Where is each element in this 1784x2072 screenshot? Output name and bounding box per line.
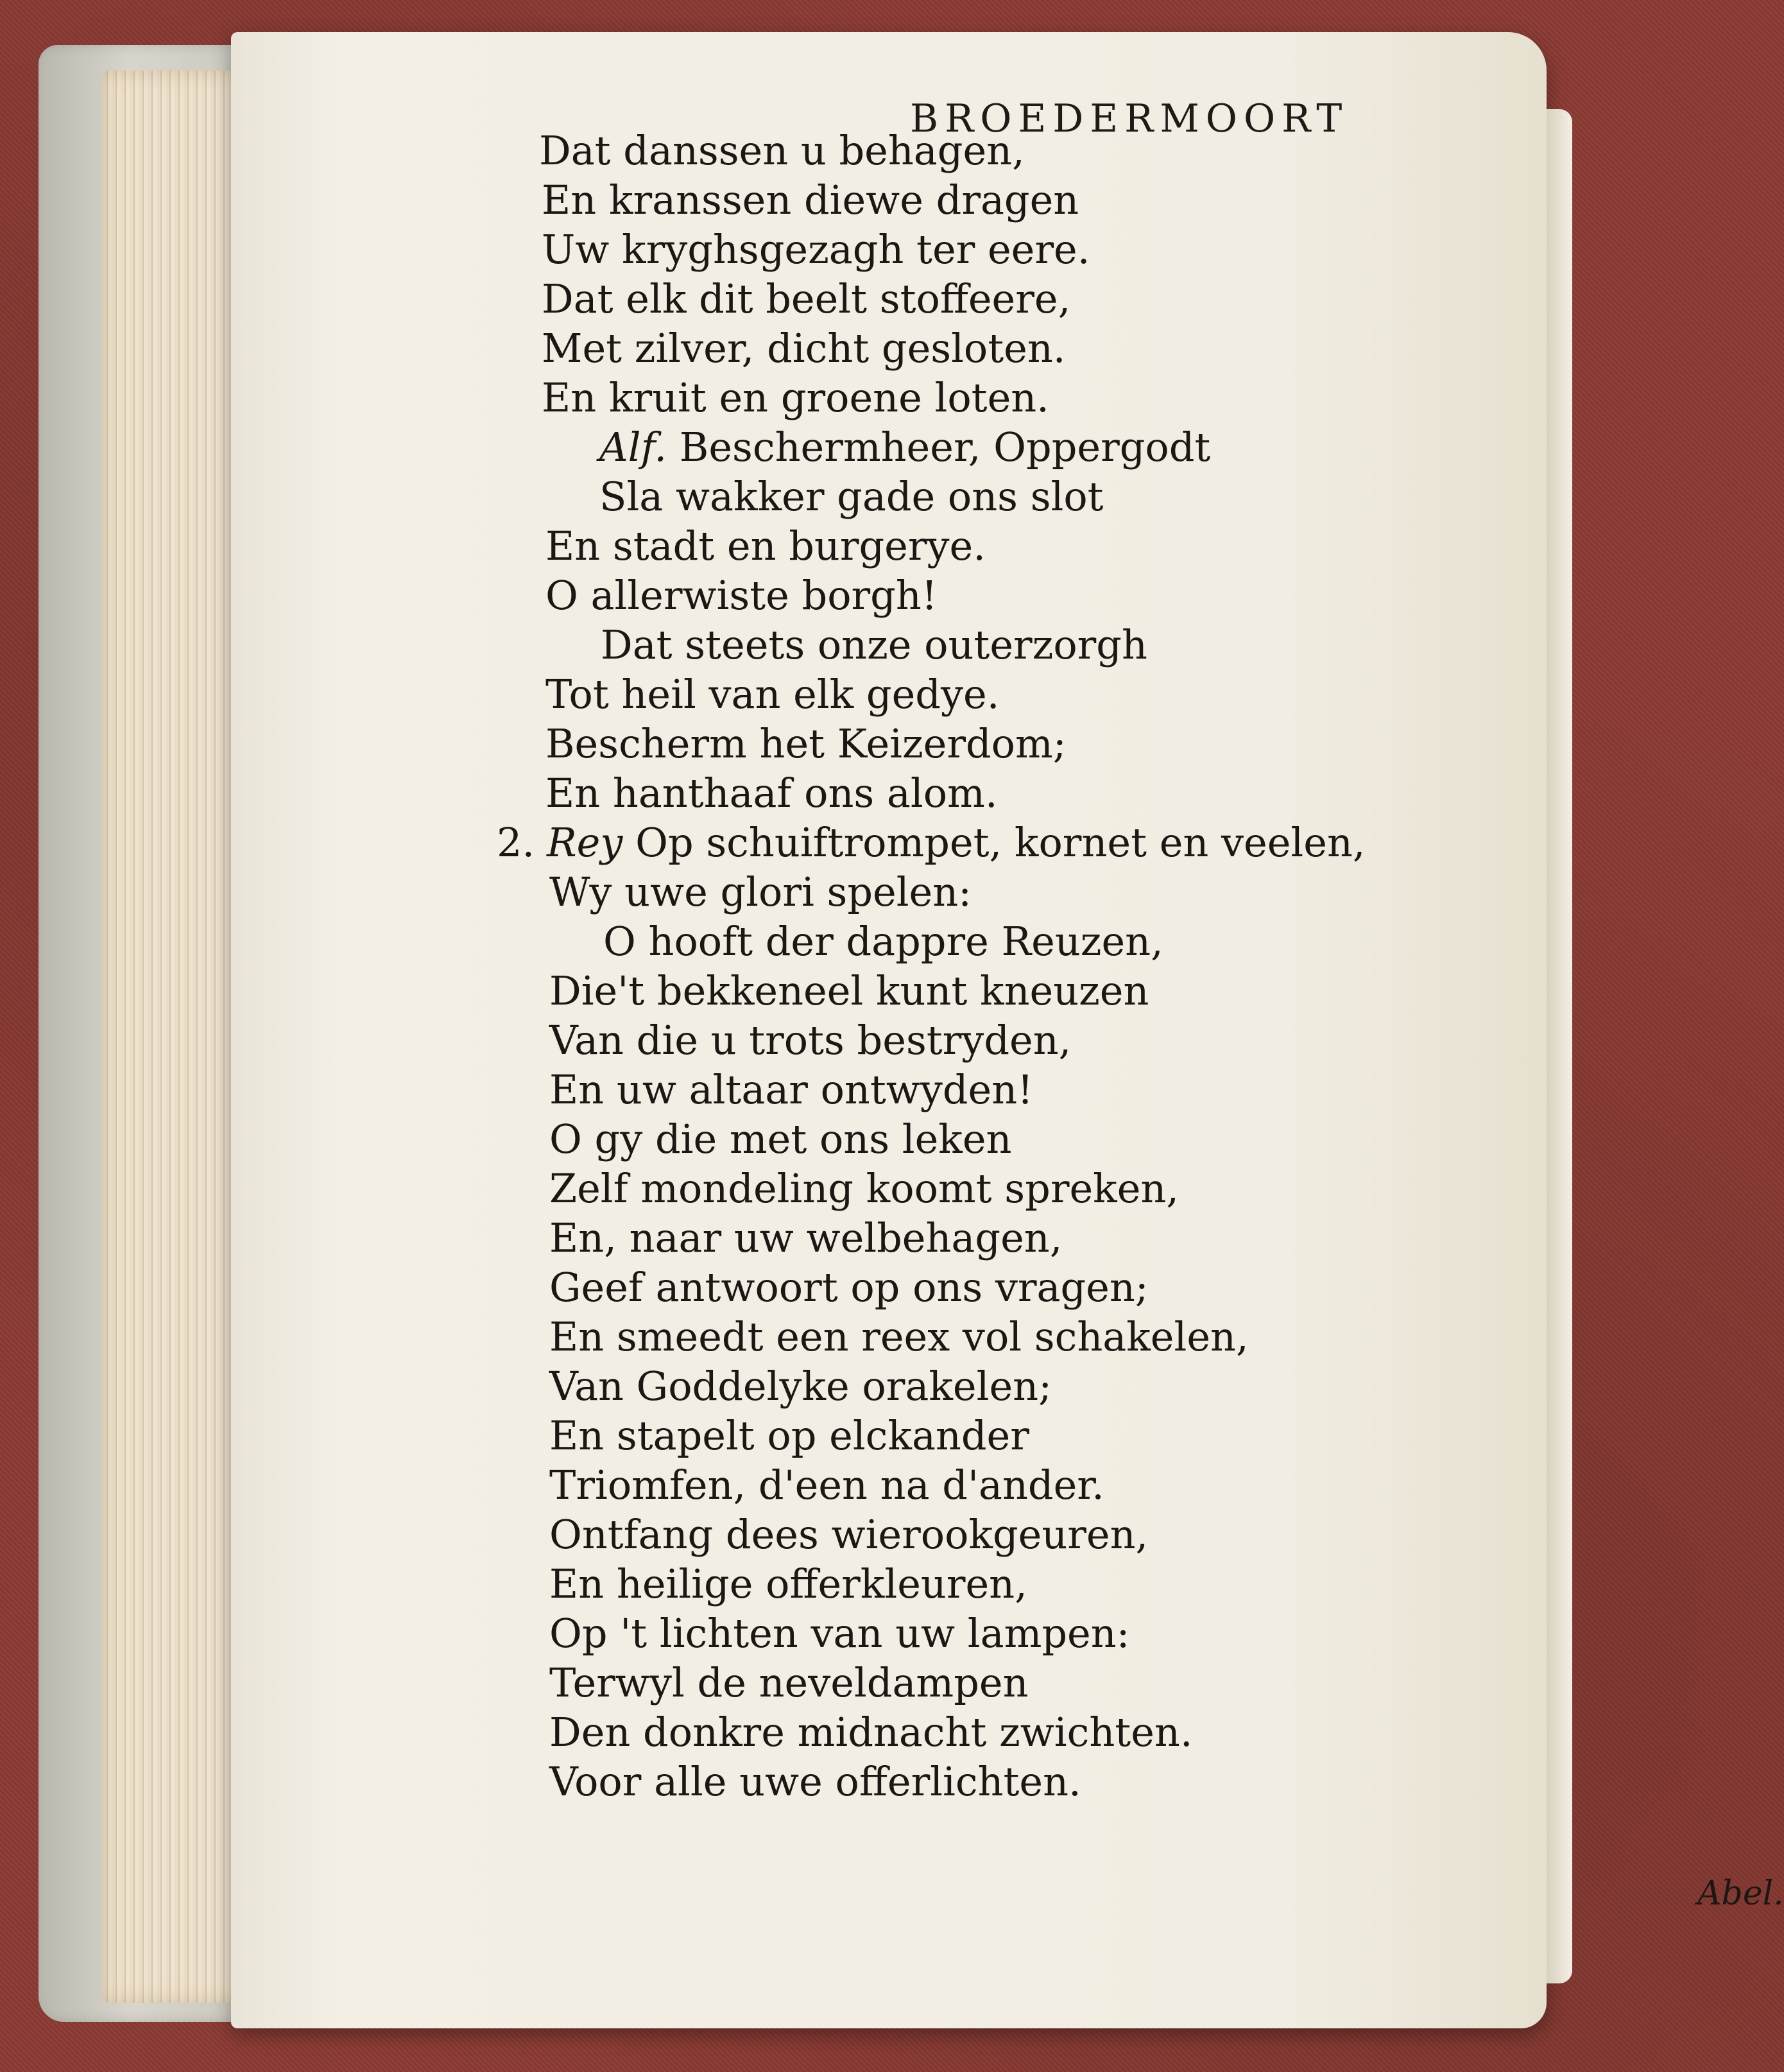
verse-line: Op 't lichten van uw lampen:	[549, 1610, 1130, 1657]
verse-line: En kruit en groene loten.	[542, 374, 1049, 421]
verse-line: Terwyl de neveldampen	[549, 1659, 1029, 1706]
verse-line: Ontfang dees wierookgeuren,	[549, 1511, 1149, 1558]
verse-block	[231, 32, 1547, 2028]
verse-line: Alf. Beschermheer, Oppergodt	[599, 424, 1211, 471]
verse-line: En stapelt op elckander	[549, 1412, 1029, 1459]
verse-line: Van die u trots bestryden,	[549, 1017, 1072, 1064]
verse-line: Uw kryghsgezagh ter eere.	[542, 226, 1090, 273]
verse-line: Triomfen, d'een na d'ander.	[549, 1462, 1104, 1508]
speaker-label: Alf.	[599, 424, 667, 471]
book	[39, 32, 1784, 2035]
verse-line: 2. Rey Op schuiftrompet, kornet en veelen,	[497, 819, 1366, 866]
verse-line: En, naar uw welbehagen,	[549, 1214, 1063, 1261]
verse-line: En smeedt een reex vol schakelen,	[549, 1313, 1249, 1360]
verse-line: Sla wakker gade ons slot	[599, 473, 1104, 520]
verse-line: Van Goddelyke orakelen;	[549, 1363, 1052, 1410]
verse-line: O hooft der dappre Reuzen,	[603, 918, 1163, 965]
verse-line: Dat steets onze outerzorgh	[601, 621, 1147, 668]
verse-line: En hanthaaf ons alom.	[545, 770, 998, 816]
right-page-edge	[1547, 109, 1572, 1983]
strophe-number: 2.	[497, 819, 535, 866]
verse-line: Dat danssen u behagen,	[539, 127, 1025, 174]
verse-line: En kranssen diewe dragen	[542, 177, 1079, 223]
catchword: Abel.	[1697, 1874, 1784, 1913]
verse-line: Geef antwoort op ons vragen;	[549, 1264, 1149, 1311]
verse-line: Die't bekkeneel kunt kneuzen	[549, 967, 1149, 1014]
verse-line: Den donkre midnacht zwichten.	[549, 1709, 1193, 1756]
verse-line: Dat elk dit beelt stoffeere,	[542, 275, 1071, 322]
speaker-label: Rey	[547, 819, 623, 866]
verse-line: O gy die met ons leken	[549, 1116, 1012, 1162]
verse-line: Tot heil van elk gedye.	[545, 671, 1000, 718]
running-head: BROEDERMOORT	[910, 96, 1349, 141]
verse-line: O allerwiste borgh!	[545, 572, 938, 619]
verse-line: Wy uwe glori spelen:	[549, 868, 972, 915]
verse-line: En uw altaar ontwyden!	[549, 1066, 1034, 1113]
verse-line: Bescherm het Keizerdom;	[545, 720, 1067, 767]
book-page	[231, 32, 1784, 2028]
verse-line: Voor alle uwe offerlichten.	[549, 1758, 1081, 1805]
verse-line: En heilige offerkleuren,	[549, 1560, 1027, 1607]
verse-line: Zelf mondeling koomt spreken,	[549, 1165, 1179, 1212]
verse-line: En stadt en burgerye.	[545, 522, 986, 569]
verse-line: Met zilver, dicht gesloten.	[542, 325, 1066, 372]
